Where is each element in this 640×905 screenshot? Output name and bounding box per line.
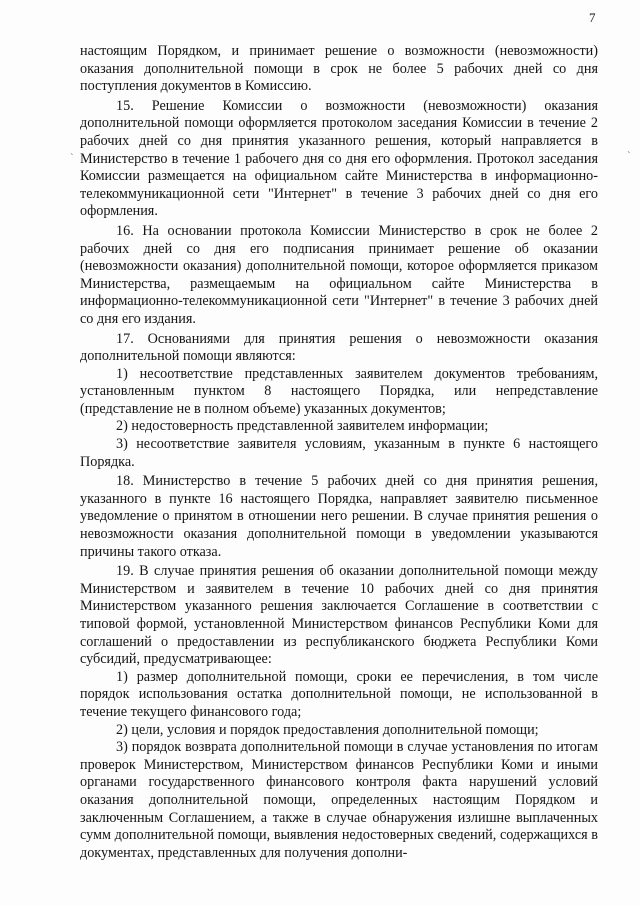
paragraph-continuation: настоящим Порядком, и принимает решение о возможности (невозможности) оказания дополнительной помощи в срок не более 5 рабочих дней со дня поступления документов в Комиссию. [80,43,598,95]
paragraph-16: 16. На основании протокола Комиссии Министерство в срок не более 2 рабочих дней со дня его подписания принимает решение об оказании (невозможности оказания) дополнительной помощи, которое оформляется приказом Министерства, размещаемым на официальном сайте Министерства в информационно-телекоммуникационной сети "Интернет" в течение 3 рабочих дней со дня его издания. [80,222,598,327]
paragraph-19-item-1: 1) размер дополнительной помощи, сроки ее перечисления, в том числе порядок использования остатка дополнительной помощи, не использованной в течение текущего финансового года; [80,668,598,720]
paragraph-17-item-3: 3) несоответствие заявителя условиям, указанным в пункте 6 настоящего Порядка. [80,436,598,470]
right-margin-mark: ` [627,150,631,162]
paragraph-17-item-2: 2) недостоверность представленной заявителем информации; [116,418,489,435]
page-number: 7 [589,10,596,25]
paragraph-19-item-3: 3) порядок возврата дополнительной помощи в случае установления по итогам проверок Министерством, Министерством финансов Республики Коми и иными органами государственного финансового контроля факта нарушений условий оказания дополнительной помощи, определенных настоящим Порядком и заключенным Соглашением, а также в случае обнаружения излишне выплаченных сумм дополнительной помощи, выявления недостоверных сведений, содержащихся в документах, представленных для получения дополни- [80,739,598,861]
paragraph-17: 17. Основаниями для принятия решения о невозможности оказания дополнительной помощи являются: [80,330,598,365]
left-margin-mark: ` [70,152,74,164]
paragraph-19-item-2: 2) цели, условия и порядок предоставления дополнительной помощи; [116,721,539,738]
document-body [80,43,598,862]
paragraph-15: 15. Решение Комиссии о возможности (невозможности) оказания дополнительной помощи оформляется протоколом заседания Комиссии в течение 2 рабочих дней со дня принятия указанного решения, который направляется в Министерство в течение 1 рабочего дня со дня его оформления. Протокол заседания Комиссии размещается на официальном сайте Министерства в информационно-телекоммуникационной сети "Интернет" в течение 3 рабочих дней со дня его оформления. [80,97,598,220]
paragraph-18: 18. Министерство в течение 5 рабочих дней со дня принятия решения, указанного в пункте 16 настоящего Порядка, направляет заявителю письменное уведомление о принятом в отношении него решении. В случае принятия решения о невозможности оказания дополнительной помощи в уведомлении указываются причины такого отказа. [80,473,598,560]
paragraph-17-item-1: 1) несоответствие представленных заявителем документов требованиям, установленным пунктом 8 настоящего Порядка, или непредставление (представление не в полном объеме) указанных документов; [80,365,598,417]
paragraph-19: 19. В случае принятия решения об оказании дополнительной помощи между Министерством и заявителем в течение 10 рабочих дней со дня принятия Министерством указанного решения заключается Соглашение в соответствии с типовой формой, установленной Министерством финансов Республики Коми для соглашений о предоставлении из республиканского бюджета Республики Коми субсидий, предусматривающее: [80,563,598,668]
